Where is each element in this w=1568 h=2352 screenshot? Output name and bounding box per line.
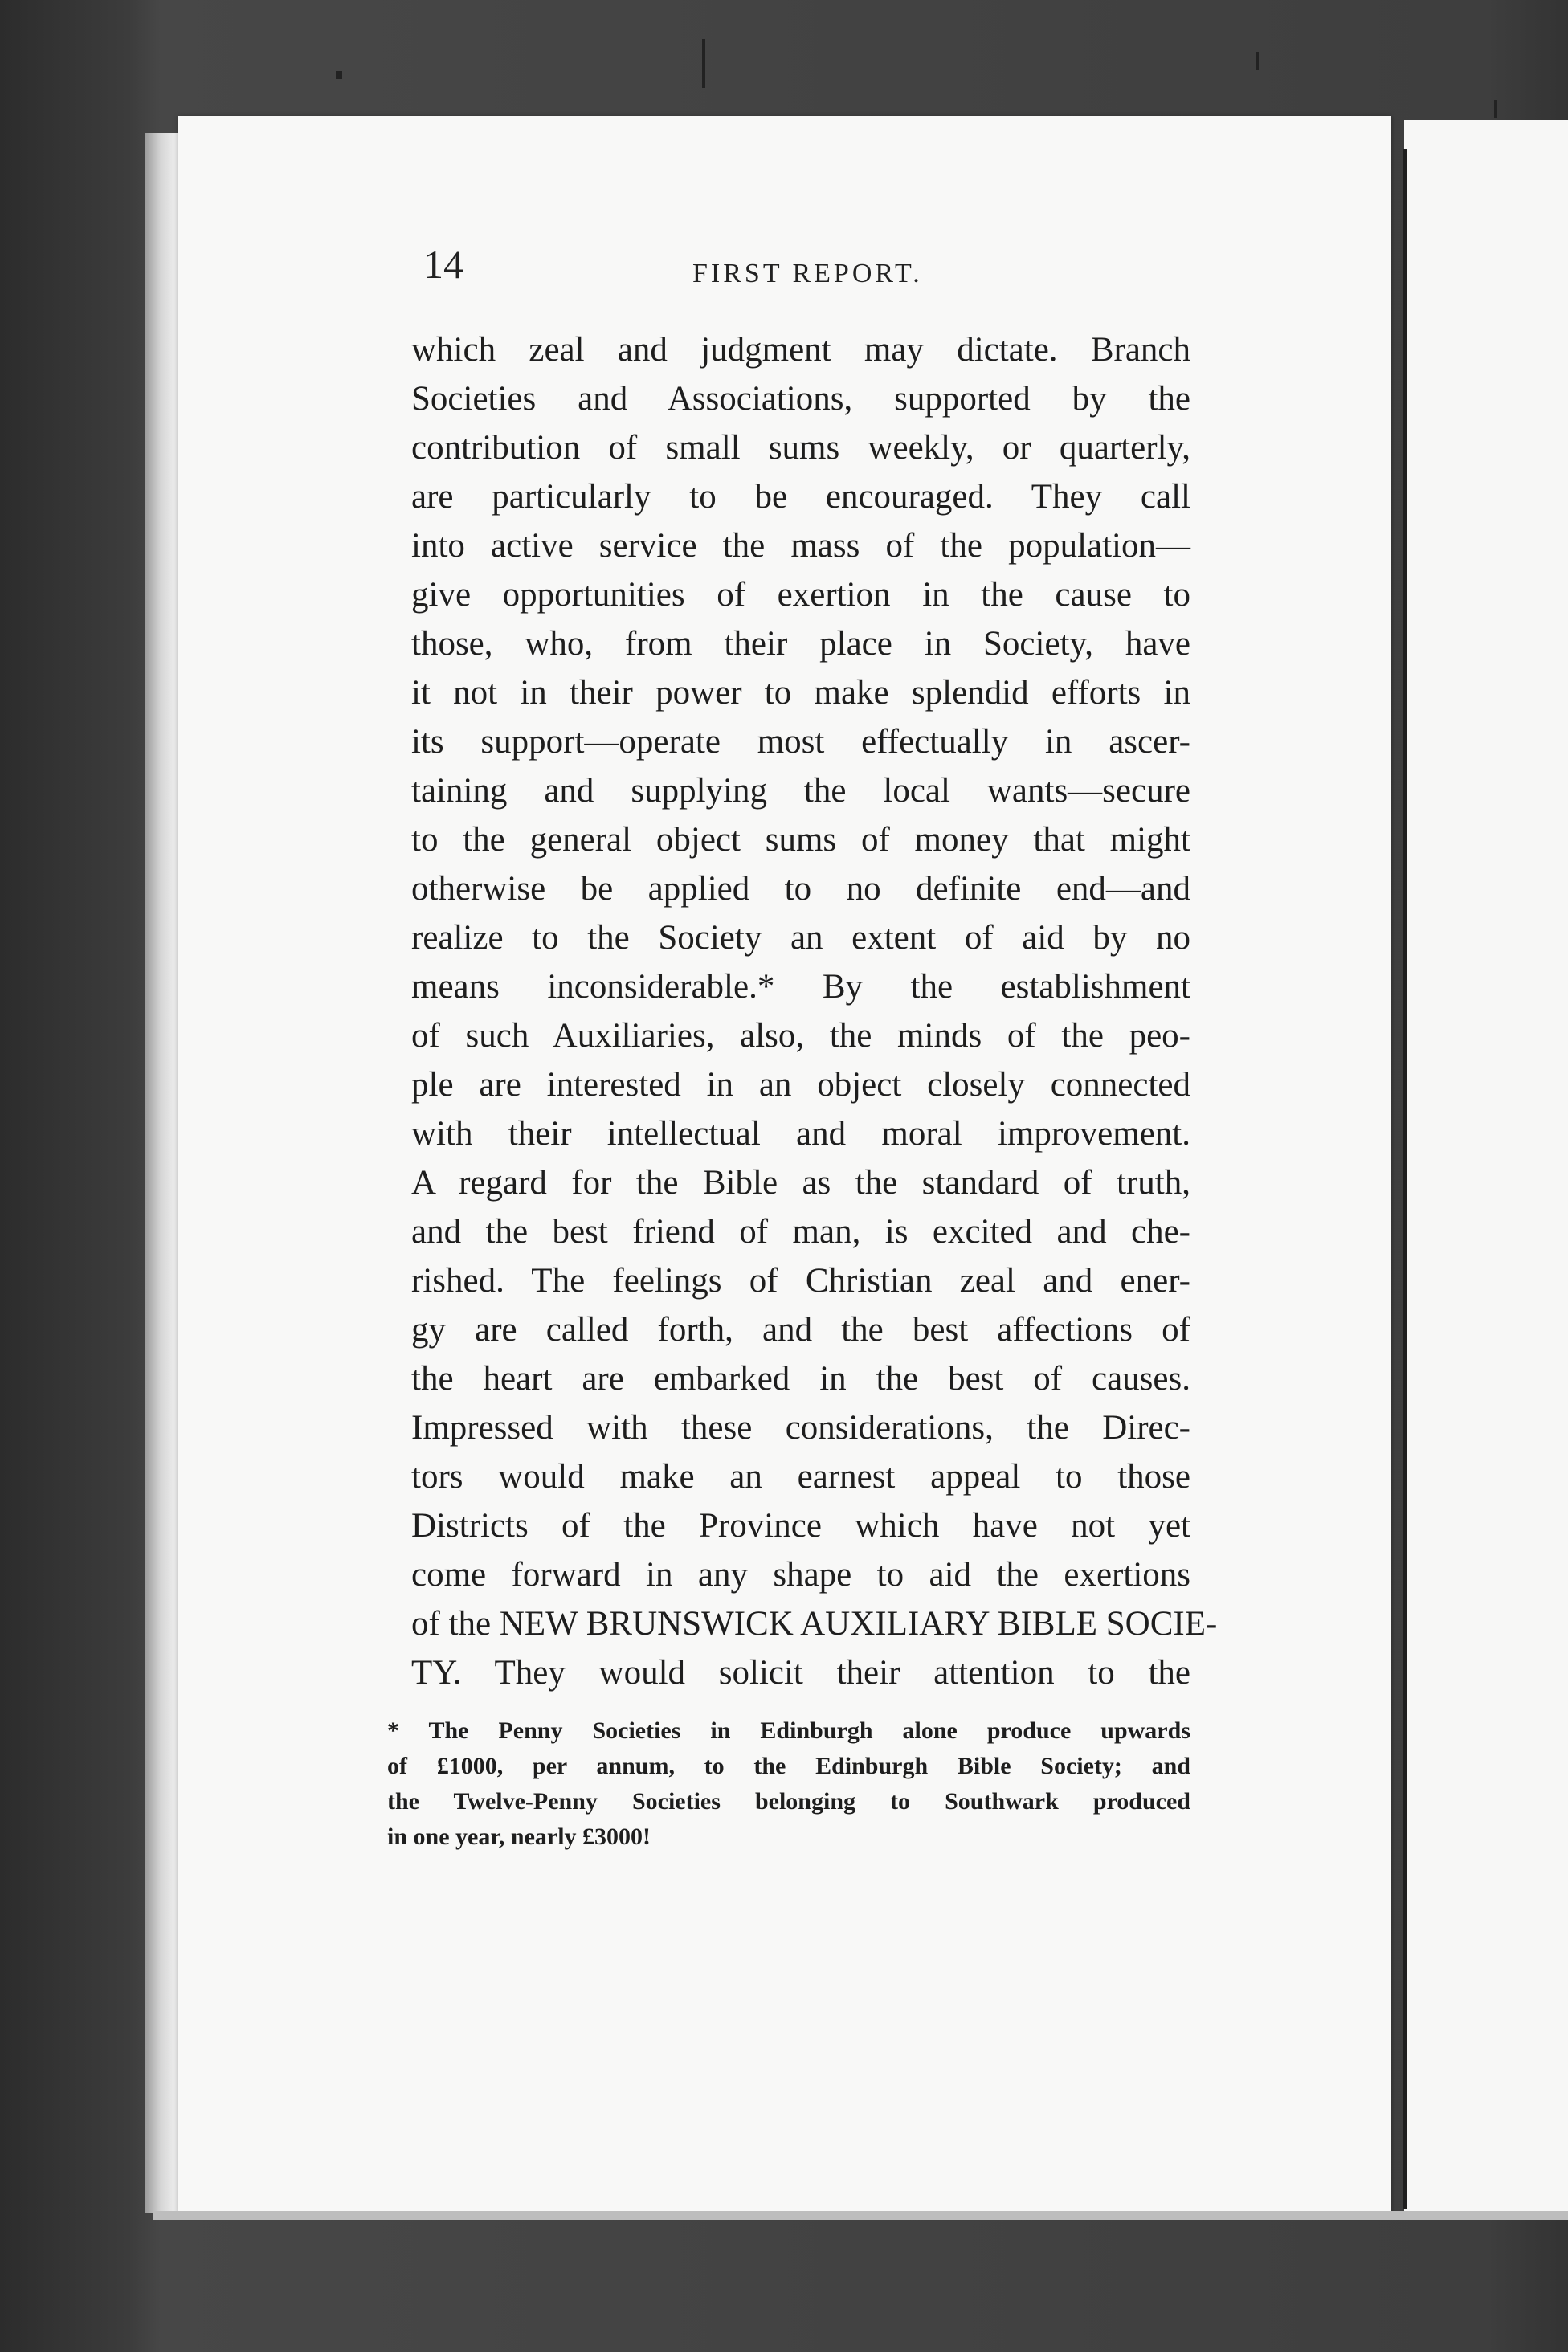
page-header: [423, 241, 1002, 313]
body-line: rished. The feelings of Christian zeal and ener-: [411, 1262, 1190, 1300]
body-line: of the NEW BRUNSWICK AUXILIARY BIBLE SOCIE-: [411, 1605, 1218, 1643]
dust-speck: [702, 39, 705, 88]
body-line: ple are interested in an object closely connected: [411, 1066, 1190, 1104]
body-line: those, who, from their place in Society, have: [411, 625, 1190, 663]
body-line: TY. They would solicit their attention to the: [411, 1654, 1190, 1692]
body-line: come forward in any shape to aid the exertions: [411, 1556, 1190, 1594]
footnote-line: in one year, nearly £3000!: [387, 1823, 651, 1850]
body-line: contribution of small sums weekly, or quarterly,: [411, 429, 1190, 467]
page-bottom-edge: [153, 2211, 1568, 2220]
body-line: realize to the Society an extent of aid by no: [411, 919, 1190, 957]
body-line: the heart are embarked in the best of causes.: [411, 1360, 1190, 1398]
body-line: Societies and Associations, supported by the: [411, 380, 1190, 418]
body-line: tors would make an earnest appeal to those: [411, 1458, 1190, 1496]
body-line: with their intellectual and moral improvement.: [411, 1115, 1190, 1153]
body-line: taining and supplying the local wants—secure: [411, 772, 1190, 810]
body-line: otherwise be applied to no definite end—and: [411, 870, 1190, 908]
body-line: Districts of the Province which have not yet: [411, 1507, 1190, 1545]
page-number: 14: [423, 242, 463, 287]
body-line: Impressed with these considerations, the Direc-: [411, 1409, 1190, 1447]
body-line: it not in their power to make splendid efforts in: [411, 674, 1190, 712]
body-line: and the best friend of man, is excited and che-: [411, 1213, 1190, 1251]
body-line: of such Auxiliaries, also, the minds of the peo-: [411, 1017, 1190, 1055]
body-line: its support—operate most effectually in ascer-: [411, 723, 1190, 761]
body-line: give opportunities of exertion in the cause to: [411, 576, 1190, 614]
body-line: to the general object sums of money that might: [411, 821, 1190, 859]
body-line: are particularly to be encouraged. They call: [411, 478, 1190, 516]
dust-speck: [1256, 52, 1259, 70]
body-line: means inconsiderable.* By the establishment: [411, 968, 1190, 1006]
body-line: gy are called forth, and the best affections of: [411, 1311, 1190, 1349]
dust-speck: [1494, 100, 1497, 118]
gutter-shadow: [1403, 149, 1407, 2209]
body-line: which zeal and judgment may dictate. Branch: [411, 331, 1190, 369]
facing-page-strip: [1404, 120, 1568, 2213]
footnote-line: * The Penny Societies in Edinburgh alone produce upwards: [387, 1717, 1190, 1744]
dust-speck: [336, 71, 342, 79]
footnote-line: of £1000, per annum, to the Edinburgh Bible Society; and: [387, 1753, 1190, 1779]
footnote: [387, 1713, 1190, 1855]
body-line: A regard for the Bible as the standard of truth,: [411, 1164, 1190, 1202]
body-line: into active service the mass of the population—: [411, 527, 1190, 565]
footnote-line: the Twelve-Penny Societies belonging to Southwark produced: [387, 1788, 1190, 1815]
running-head: FIRST REPORT.: [692, 259, 923, 288]
body-text: [411, 325, 1218, 1697]
